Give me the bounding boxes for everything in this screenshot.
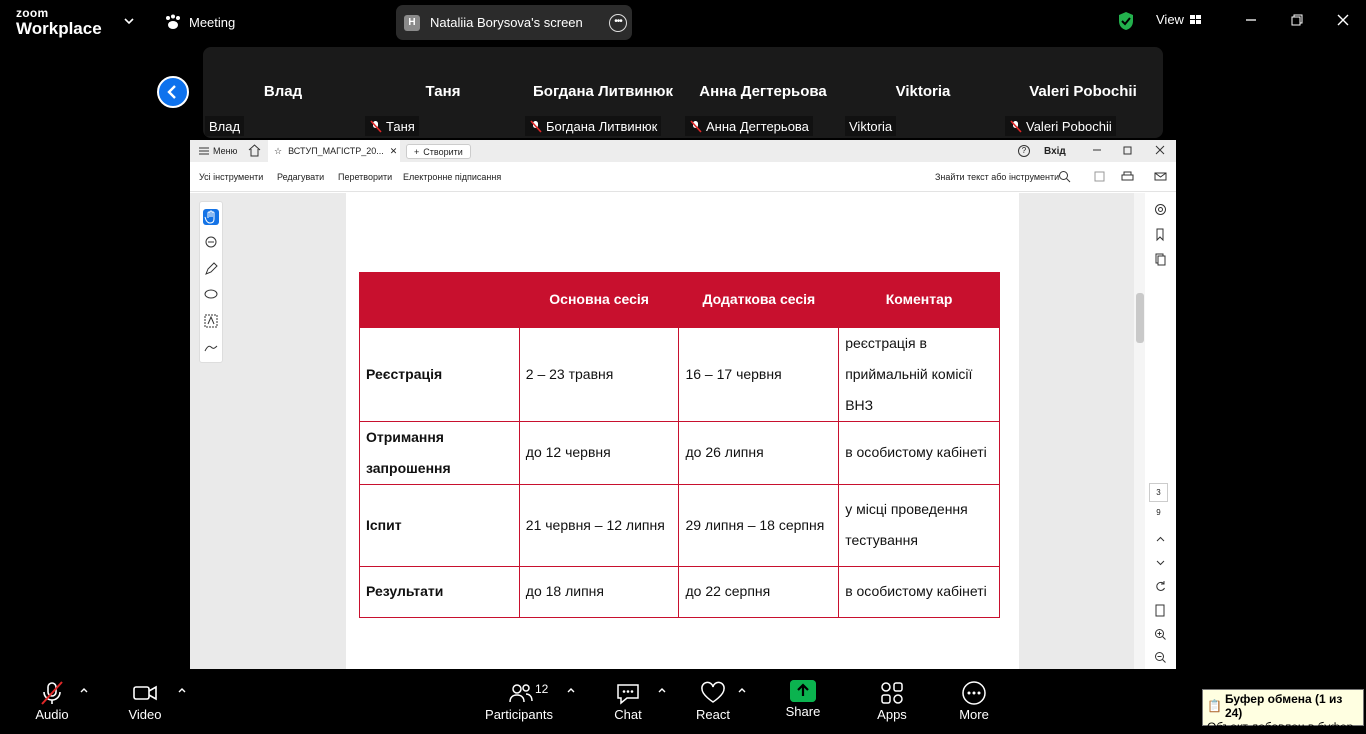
restore-icon[interactable] [1122, 144, 1134, 156]
share-label: Share [785, 704, 821, 719]
page-fit-icon[interactable] [1154, 604, 1167, 617]
meeting-controls-bar [0, 669, 1366, 728]
table-cell: у місці проведення тестування [839, 484, 1000, 566]
zoom-top-bar [0, 0, 1366, 44]
table-cell: в особистому кабінеті [839, 421, 1000, 484]
participant-label [845, 116, 896, 136]
table-row [360, 566, 1000, 617]
table-cell: 21 червня – 12 липня [519, 484, 679, 566]
table-cell: 16 – 17 червня [679, 327, 839, 421]
print-icon[interactable] [1121, 170, 1134, 183]
clipboard-icon: 📋 [1207, 699, 1222, 713]
table-row [360, 327, 1000, 421]
mic-muted-icon [369, 120, 382, 133]
column-header: Коментар [839, 272, 1000, 327]
participant-tile[interactable] [523, 47, 683, 138]
table-cell: до 26 липня [679, 421, 839, 484]
participants-label: Participants [485, 707, 553, 722]
mic-muted-icon [529, 120, 542, 133]
right-tool-rail [1145, 193, 1176, 669]
participant-tag: Valeri Pobochii [1026, 118, 1112, 134]
minimize-icon[interactable] [1091, 144, 1103, 156]
minimize-icon[interactable] [1244, 13, 1258, 27]
column-header: Додаткова сесія [679, 272, 839, 327]
participant-name: Таня [425, 83, 461, 100]
previous-page-button[interactable] [157, 76, 189, 108]
pen-icon[interactable] [203, 261, 219, 277]
participant-label [365, 116, 419, 136]
video-label: Video [128, 707, 162, 722]
clipboard-title-row [1207, 692, 1359, 720]
star-icon[interactable]: ☆ [274, 146, 283, 156]
hamburger-icon [199, 147, 209, 155]
find-input[interactable]: Знайти текст або інструменти [935, 172, 1060, 182]
more-button[interactable] [954, 669, 994, 728]
table-cell: реєстрація в приймальній комісії ВНЗ [839, 327, 1000, 421]
clipboard-title: Буфер обмена (1 из 24) [1224, 692, 1343, 720]
participants-icon [508, 681, 534, 705]
restore-icon[interactable] [1290, 13, 1304, 27]
vertical-scrollbar[interactable] [1134, 193, 1145, 669]
table-cell: до 12 червня [519, 421, 679, 484]
participant-label [205, 116, 244, 136]
chevron-up-icon[interactable] [657, 685, 667, 695]
help-icon[interactable]: ? [1018, 145, 1030, 157]
chevron-down-icon[interactable] [1154, 556, 1167, 569]
view-label: View [1156, 12, 1184, 27]
logo-line-2: Workplace [16, 19, 102, 38]
close-tab-icon[interactable]: ✕ [389, 146, 398, 156]
apps-label: Apps [877, 707, 907, 722]
search-icon[interactable] [1058, 170, 1071, 183]
share-button[interactable] [782, 669, 824, 728]
table-cell: 2 – 23 травня [519, 327, 679, 421]
create-label: Створити [423, 146, 463, 157]
participant-tile[interactable] [843, 47, 1003, 138]
row-header: Іспит [360, 484, 520, 566]
logo-line-1: zoom [16, 6, 49, 20]
create-button[interactable] [406, 144, 471, 159]
tool-all-tools[interactable]: Усі інструменти [199, 172, 264, 182]
chevron-up-icon[interactable] [79, 685, 89, 695]
mail-icon[interactable] [1154, 170, 1167, 183]
shared-pdf-viewer[interactable] [190, 140, 1176, 669]
participant-label [1005, 116, 1116, 136]
table-cell: до 22 серпня [679, 566, 839, 617]
shared-screen-title: Nataliia Borysova's screen [430, 15, 583, 30]
annotation-toolbar [199, 201, 223, 363]
pdf-tab-bar [190, 140, 1176, 162]
plus-icon: + [414, 146, 420, 157]
react-label: React [696, 707, 730, 722]
participant-name: Viktoria [895, 83, 951, 100]
participant-name: Влад [263, 83, 303, 100]
column-header [360, 272, 520, 327]
admission-schedule-table [359, 272, 1000, 618]
audio-button[interactable] [30, 669, 74, 728]
participant-tile[interactable] [683, 47, 843, 138]
table-cell: в особистому кабінеті [839, 566, 1000, 617]
paw-icon [164, 14, 182, 30]
tool-convert[interactable]: Перетворити [338, 172, 393, 182]
participant-tag: Богдана Литвинюк [546, 118, 658, 134]
more-label: More [959, 707, 989, 722]
zoom-logo [16, 7, 102, 37]
grid-icon [1190, 15, 1202, 25]
pdf-toolbar [190, 162, 1176, 192]
participant-tag: Таня [386, 118, 415, 134]
mic-muted-icon [39, 681, 65, 705]
video-camera-icon [132, 681, 158, 705]
participants-count: 12 [535, 682, 549, 696]
more-icon [961, 681, 987, 705]
current-page-input[interactable]: 3 [1149, 483, 1168, 502]
chevron-down-icon[interactable] [122, 14, 136, 28]
security-shield-icon[interactable] [1117, 11, 1135, 31]
close-icon[interactable] [1154, 144, 1166, 156]
comment-icon[interactable] [203, 235, 219, 251]
tab-document[interactable] [268, 140, 400, 162]
document-tab-title: ВСТУП_МАГІСТР_20... [288, 146, 384, 156]
video-button[interactable] [124, 669, 166, 728]
participant-name: Анна Дегтерьова [699, 83, 827, 100]
row-header: Отримання запрошення [360, 421, 520, 484]
participant-label [525, 116, 661, 136]
clipboard-message: Объект добавлен в буфер. [1207, 720, 1357, 734]
table-cell: до 18 липня [519, 566, 679, 617]
chat-button[interactable] [608, 669, 648, 728]
column-header: Основна сесія [519, 272, 679, 327]
chat-label: Chat [614, 707, 642, 722]
participant-name: Valeri Pobochii [1029, 83, 1137, 100]
bookmark-icon[interactable] [1154, 228, 1167, 241]
chevron-up-icon[interactable] [566, 685, 576, 695]
zoom-out-icon[interactable] [1154, 651, 1167, 664]
shared-screen-indicator[interactable] [396, 5, 632, 40]
participant-tile[interactable] [363, 47, 523, 138]
share-screen-icon [790, 680, 816, 702]
view-button[interactable] [1156, 12, 1202, 27]
mic-muted-icon [689, 120, 702, 133]
sharer-avatar: H [404, 15, 420, 31]
chevron-up-icon[interactable] [737, 685, 747, 695]
participant-tag: Viktoria [849, 118, 893, 134]
heart-icon [700, 681, 726, 705]
zoom-in-icon[interactable] [1154, 628, 1167, 641]
row-header: Результати [360, 566, 520, 617]
apps-button[interactable] [872, 669, 912, 728]
sign-in-button[interactable]: Вхід [1044, 146, 1066, 157]
table-row [360, 484, 1000, 566]
clipboard-notification[interactable] [1202, 689, 1364, 734]
participant-tile[interactable] [1003, 47, 1163, 138]
hand-tool-icon[interactable] [203, 209, 219, 225]
table-header-row [360, 272, 1000, 327]
table-cell: 29 липня – 18 серпня [679, 484, 839, 566]
pages-icon[interactable] [1154, 253, 1167, 266]
tool-edit[interactable]: Редагувати [277, 172, 325, 182]
participant-gallery [203, 47, 1163, 138]
tool-e-sign[interactable]: Електронне підписання [403, 172, 502, 182]
text-box-icon[interactable] [203, 313, 219, 329]
signature-icon[interactable] [203, 339, 219, 355]
meeting-label: Meeting [189, 14, 236, 30]
total-pages: 9 [1156, 508, 1161, 517]
participant-tag: Влад [209, 118, 241, 134]
chat-icon [615, 681, 641, 705]
home-icon[interactable] [248, 144, 261, 157]
chevron-up-icon[interactable] [1154, 533, 1167, 546]
chevron-left-icon [159, 78, 187, 106]
participant-tile[interactable] [203, 47, 363, 138]
audio-label: Audio [35, 707, 69, 722]
lasso-icon[interactable] [203, 287, 219, 303]
mic-muted-icon [1009, 120, 1022, 133]
participants-button[interactable] [484, 669, 554, 728]
save-icon[interactable] [1093, 170, 1106, 183]
ai-assistant-icon[interactable] [1154, 203, 1167, 216]
participant-label [685, 116, 813, 136]
meeting-button[interactable] [164, 14, 235, 30]
chevron-up-icon[interactable] [177, 685, 187, 695]
participant-tag: Анна Дегтерьова [706, 118, 809, 134]
menu-button[interactable] [199, 146, 237, 156]
scrollbar-thumb[interactable] [1136, 293, 1144, 343]
more-options-icon[interactable]: ••• [609, 14, 627, 32]
close-icon[interactable] [1336, 13, 1350, 27]
participant-name: Богдана Литвинюк [533, 83, 673, 100]
table-row [360, 421, 1000, 484]
apps-icon [879, 681, 905, 705]
react-button[interactable] [693, 669, 733, 728]
menu-label: Меню [213, 146, 238, 156]
row-header: Реєстрація [360, 327, 520, 421]
refresh-icon[interactable] [1154, 580, 1167, 593]
